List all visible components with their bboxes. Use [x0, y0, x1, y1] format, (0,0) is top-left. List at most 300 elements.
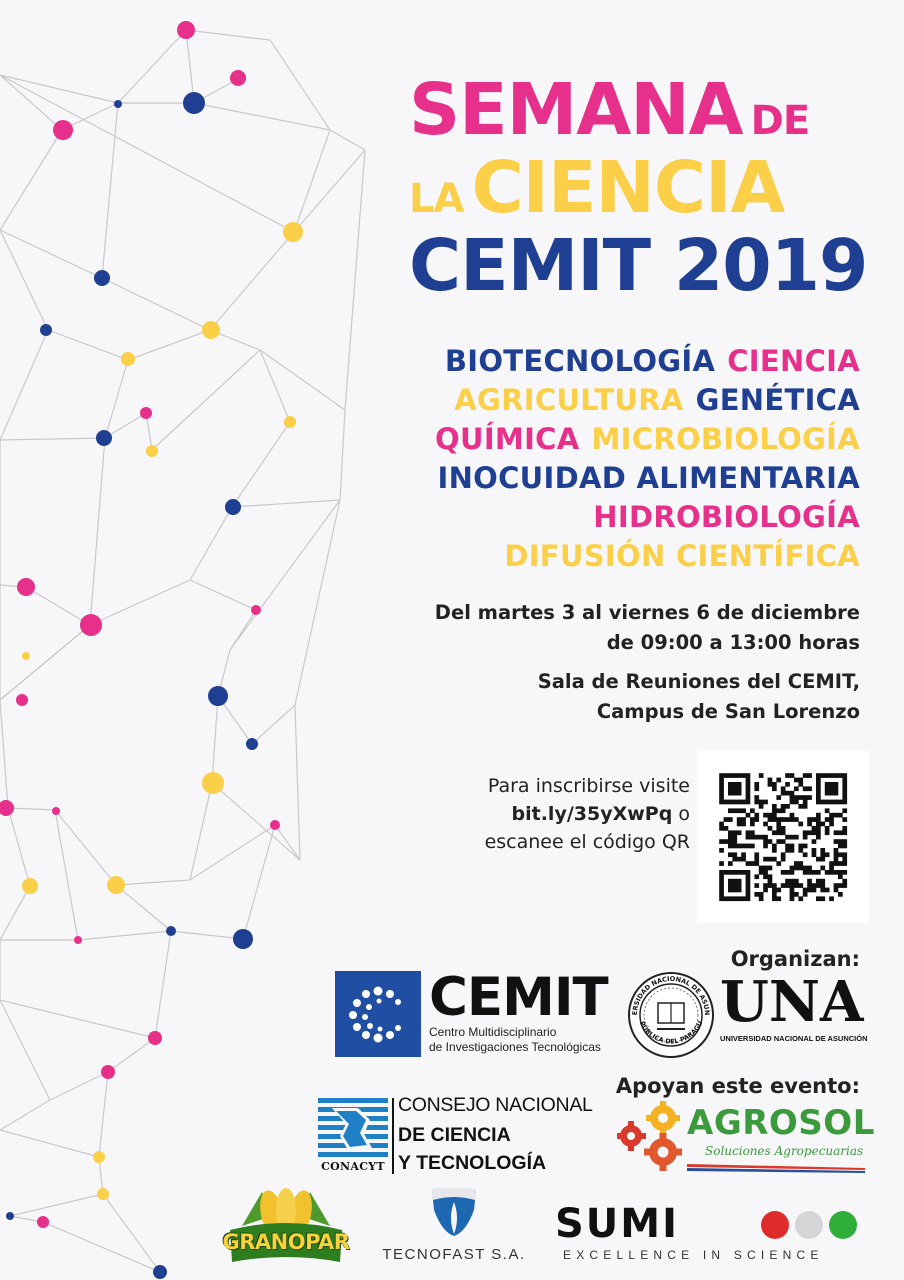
qr-module [732, 870, 737, 875]
qr-module [754, 782, 759, 787]
qr-module [816, 883, 821, 888]
qr-module [746, 888, 751, 893]
network-dot [233, 929, 253, 949]
qr-module [724, 870, 729, 875]
qr-module [794, 795, 799, 800]
network-dot [283, 222, 303, 242]
network-line [116, 880, 190, 885]
qr-module [768, 879, 773, 884]
qr-module [816, 830, 821, 835]
qr-module [737, 883, 742, 888]
qr-module [746, 773, 751, 778]
network-dot [183, 92, 205, 114]
qr-module [803, 892, 808, 897]
qr-module [829, 791, 834, 796]
qr-module [820, 822, 825, 827]
qr-module [798, 848, 803, 853]
qr-module [794, 879, 799, 884]
qr-module [772, 883, 777, 888]
qr-module [838, 830, 843, 835]
network-dot [284, 416, 296, 428]
qr-module [816, 857, 821, 862]
network-line [252, 705, 295, 744]
conacyt-line-1: CONSEJO NACIONAL [398, 1094, 593, 1116]
qr-module [768, 857, 773, 862]
qr-module [728, 879, 733, 884]
qr-module [732, 879, 737, 884]
title-word-la: LA [409, 176, 464, 222]
qr-module [776, 817, 781, 822]
agrosol-name: AGROSOL [687, 1103, 875, 1143]
qr-module [798, 782, 803, 787]
qr-module [834, 852, 839, 857]
qr-module [816, 879, 821, 884]
qr-module [763, 813, 768, 818]
network-line [194, 103, 330, 130]
qr-module [816, 791, 821, 796]
qr-module [790, 835, 795, 840]
network-line [212, 783, 300, 860]
qr-module [829, 866, 834, 871]
qr-module [842, 861, 847, 866]
qr-module [834, 800, 839, 805]
qr-module [807, 822, 812, 827]
network-line [90, 580, 190, 625]
network-dot [22, 652, 30, 660]
network-dot [166, 926, 176, 936]
qr-module [816, 813, 821, 818]
qr-module [790, 795, 795, 800]
qr-module [737, 879, 742, 884]
network-line [102, 278, 210, 330]
qr-module [732, 808, 737, 813]
topic-item: BIOTECNOLOGÍA [444, 344, 716, 378]
network-line [275, 825, 300, 860]
qr-module [763, 822, 768, 827]
supporters-heading: Apoyan este evento: [615, 1074, 860, 1098]
network-line [0, 230, 48, 330]
qr-module [803, 835, 808, 840]
qr-module [772, 804, 777, 809]
event-campus: Campus de San Lorenzo [596, 700, 860, 723]
network-dot [107, 876, 125, 894]
qr-module [785, 791, 790, 796]
network-dot [202, 321, 220, 339]
cemit-logo-mark [335, 971, 421, 1057]
qr-module [794, 778, 799, 783]
qr-module [838, 813, 843, 818]
qr-module [829, 870, 834, 875]
qr-module [834, 857, 839, 862]
network-line [102, 103, 118, 278]
network-dot [17, 578, 35, 596]
qr-module [732, 773, 737, 778]
qr-module [838, 892, 843, 897]
qr-module [825, 782, 830, 787]
qr-module [785, 848, 790, 853]
topic-item: CIENCIA [727, 344, 860, 378]
qr-module [798, 795, 803, 800]
qr-module [746, 782, 751, 787]
granopar-name: GRANOPAR [222, 1230, 350, 1254]
network-line [48, 330, 128, 360]
qr-module [820, 852, 825, 857]
qr-module [746, 883, 751, 888]
qr-module [746, 892, 751, 897]
qr-module [719, 879, 724, 884]
qr-module [763, 844, 768, 849]
qr-code[interactable] [697, 751, 869, 923]
qr-module [790, 773, 795, 778]
network-dot [140, 407, 152, 419]
qr-module [798, 883, 803, 888]
qr-module [820, 879, 825, 884]
qr-module [768, 813, 773, 818]
network-line [232, 500, 340, 507]
network-line [294, 150, 365, 232]
una-seal-icon [627, 971, 715, 1059]
qr-module [724, 826, 729, 831]
qr-module [807, 883, 812, 888]
qr-module [825, 791, 830, 796]
una-seal-top-text: ERSIDAD NACIONAL DE ASUN [630, 974, 712, 1016]
qr-module [834, 791, 839, 796]
network-dot [40, 324, 52, 336]
qr-module [768, 874, 773, 879]
qr-module [785, 817, 790, 822]
qr-module [763, 800, 768, 805]
qr-module [781, 817, 786, 822]
qr-module [798, 778, 803, 783]
qr-module [732, 786, 737, 791]
qr-module [737, 857, 742, 862]
qr-module [776, 896, 781, 901]
qr-module [842, 844, 847, 849]
network-line [152, 350, 260, 450]
qr-module [763, 870, 768, 875]
registration-link[interactable]: bit.ly/35yXwPq [511, 803, 673, 825]
qr-module [816, 817, 821, 822]
qr-module [785, 879, 790, 884]
qr-module [812, 883, 817, 888]
qr-module [829, 817, 834, 822]
network-dot [153, 1265, 167, 1279]
qr-module [816, 782, 821, 787]
sumi-tagline: EXCELLENCE IN SCIENCE [563, 1248, 824, 1262]
qr-module [825, 773, 830, 778]
qr-module [763, 874, 768, 879]
qr-module [842, 883, 847, 888]
qr-module [728, 786, 733, 791]
qr-module [754, 852, 759, 857]
registration-line: escanee el código QR [484, 831, 690, 853]
qr-module [829, 800, 834, 805]
topics-row [360, 459, 860, 498]
qr-module [746, 830, 751, 835]
qr-module [763, 866, 768, 871]
qr-module [781, 786, 786, 791]
tecnofast-logo [379, 1188, 529, 1268]
qr-module [790, 896, 795, 901]
qr-module [763, 835, 768, 840]
network-dot [230, 70, 246, 86]
qr-module [803, 800, 808, 805]
network-line [171, 931, 243, 939]
qr-module [812, 870, 817, 875]
qr-module [719, 870, 724, 875]
qr-module [728, 808, 733, 813]
qr-module [820, 896, 825, 901]
qr-module [768, 839, 773, 844]
qr-module [746, 879, 751, 884]
network-dot [22, 878, 38, 894]
qr-module [803, 773, 808, 778]
qr-module [816, 773, 821, 778]
qr-module [781, 870, 786, 875]
network-line [295, 705, 300, 860]
topic-item: MICROBIOLOGÍA [591, 422, 860, 456]
network-dot [16, 694, 28, 706]
network-dot [93, 1151, 105, 1163]
qr-module [741, 852, 746, 857]
qr-module [842, 870, 847, 875]
registration-url-suffix: o [672, 803, 690, 825]
qr-module [820, 883, 825, 888]
qr-module [794, 883, 799, 888]
qr-module [838, 861, 843, 866]
title-word-ciencia: CIENCIA [471, 146, 785, 229]
qr-module [728, 773, 733, 778]
qr-module [728, 791, 733, 796]
network-line [0, 75, 294, 232]
network-line [0, 1100, 50, 1130]
qr-module [772, 786, 777, 791]
qr-module [820, 800, 825, 805]
cemit-logo-subtitle-1: Centro Multidisciplinario [429, 1025, 557, 1039]
qr-module [825, 786, 830, 791]
qr-module [772, 830, 777, 835]
network-line [0, 230, 102, 278]
agrosol-gears-icon [617, 1100, 691, 1174]
qr-module [754, 892, 759, 897]
qr-module [785, 804, 790, 809]
qr-module [772, 888, 777, 893]
conacyt-line-2: DE CIENCIA [398, 1124, 511, 1146]
qr-module [719, 874, 724, 879]
qr-module [807, 866, 812, 871]
qr-module [719, 883, 724, 888]
topic-item: INOCUIDAD ALIMENTARIA [437, 461, 860, 495]
qr-module [732, 857, 737, 862]
network-dot [246, 738, 258, 750]
qr-module [834, 883, 839, 888]
event-location [538, 667, 860, 727]
qr-module [798, 896, 803, 901]
qr-module [812, 888, 817, 893]
qr-module [820, 888, 825, 893]
registration-info [485, 772, 690, 856]
registration-line: Para inscribirse visite [487, 775, 690, 797]
qr-module [776, 795, 781, 800]
qr-module [790, 848, 795, 853]
network-dot [52, 807, 60, 815]
qr-module [785, 870, 790, 875]
qr-module [741, 822, 746, 827]
qr-module [842, 786, 847, 791]
qr-module [719, 826, 724, 831]
qr-module [825, 800, 830, 805]
topic-item: DIFUSIÓN CIENTÍFICA [504, 539, 860, 573]
qr-module [732, 830, 737, 835]
qr-module [741, 817, 746, 822]
qr-module [750, 817, 755, 822]
qr-module [724, 817, 729, 822]
network-line [155, 931, 171, 1038]
qr-module [754, 874, 759, 879]
network-line [128, 330, 210, 360]
qr-module [746, 844, 751, 849]
conacyt-logo [318, 1094, 600, 1178]
qr-module [829, 786, 834, 791]
qr-module [719, 773, 724, 778]
qr-module [834, 888, 839, 893]
qr-module [829, 896, 834, 901]
qr-module [816, 778, 821, 783]
network-dot [97, 1188, 109, 1200]
qr-module [781, 857, 786, 862]
conacyt-stripes-icon [318, 1098, 388, 1160]
qr-module [781, 883, 786, 888]
qr-module [746, 778, 751, 783]
qr-module [750, 822, 755, 827]
qr-module [816, 800, 821, 805]
qr-module [812, 852, 817, 857]
network-line [108, 1038, 155, 1072]
qr-module [803, 804, 808, 809]
network-line [8, 808, 30, 886]
qr-module [737, 808, 742, 813]
qr-module [732, 835, 737, 840]
qr-module [781, 839, 786, 844]
qr-module [825, 817, 830, 822]
qr-module [829, 813, 834, 818]
qr-module [807, 830, 812, 835]
agrosol-tagline: Soluciones Agropecuarias [705, 1144, 864, 1158]
qr-module [719, 848, 724, 853]
qr-module [820, 848, 825, 853]
cemit-logo-name: CEMIT [429, 967, 608, 1028]
sumi-logo [555, 1201, 861, 1268]
network-line [186, 30, 194, 103]
organizers-heading: Organizan: [730, 947, 860, 971]
qr-module [759, 835, 764, 840]
qr-module [794, 835, 799, 840]
qr-module [834, 870, 839, 875]
title-semana [409, 68, 810, 151]
qr-module [732, 852, 737, 857]
qr-module [794, 817, 799, 822]
qr-module [785, 883, 790, 888]
qr-module [790, 883, 795, 888]
network-line [0, 1130, 99, 1157]
qr-module [812, 830, 817, 835]
qr-module [825, 826, 830, 831]
network-line [0, 625, 90, 700]
qr-module [794, 861, 799, 866]
qr-module [776, 830, 781, 835]
qr-module [719, 896, 724, 901]
network-dot [270, 820, 280, 830]
qr-module [785, 773, 790, 778]
qr-module [790, 800, 795, 805]
qr-module [803, 795, 808, 800]
qr-module [798, 866, 803, 871]
qr-module [732, 896, 737, 901]
qr-module [812, 817, 817, 822]
qr-module [768, 817, 773, 822]
qr-module [825, 852, 830, 857]
qr-module [746, 861, 751, 866]
network-dot [6, 1212, 14, 1220]
qr-module [719, 892, 724, 897]
network-line [26, 587, 90, 625]
qr-module [719, 778, 724, 783]
conacyt-short-name: CONACYT [321, 1160, 385, 1173]
qr-module [790, 813, 795, 818]
qr-module [820, 773, 825, 778]
qr-module [768, 778, 773, 783]
qr-module [842, 778, 847, 783]
qr-module [719, 786, 724, 791]
granopar-logo [222, 1186, 350, 1268]
qr-module [732, 800, 737, 805]
qr-module [794, 786, 799, 791]
registration-url-line [485, 800, 690, 828]
qr-module [798, 822, 803, 827]
qr-module [794, 892, 799, 897]
event-schedule [435, 598, 860, 658]
qr-module [781, 830, 786, 835]
qr-module [728, 782, 733, 787]
qr-module [728, 870, 733, 875]
qr-module [754, 813, 759, 818]
qr-module [825, 830, 830, 835]
qr-code-image [697, 751, 869, 923]
network-line [55, 810, 116, 885]
network-line [232, 422, 290, 507]
qr-module [750, 844, 755, 849]
network-line [0, 700, 8, 808]
qr-module [754, 835, 759, 840]
qr-module [732, 883, 737, 888]
topic-item: HIDROBIOLOGÍA [593, 500, 860, 534]
qr-module [759, 804, 764, 809]
qr-module [776, 822, 781, 827]
title-la-ciencia [409, 146, 785, 229]
qr-module [838, 870, 843, 875]
topics-list [360, 342, 860, 576]
qr-module [732, 839, 737, 844]
qr-module [798, 804, 803, 809]
network-line [0, 130, 62, 230]
qr-module [816, 786, 821, 791]
qr-module [728, 839, 733, 844]
network-line [190, 783, 212, 880]
network-line [50, 1072, 108, 1100]
una-seal-graphic [627, 971, 715, 1059]
qr-module [829, 822, 834, 827]
network-dot [80, 614, 102, 636]
